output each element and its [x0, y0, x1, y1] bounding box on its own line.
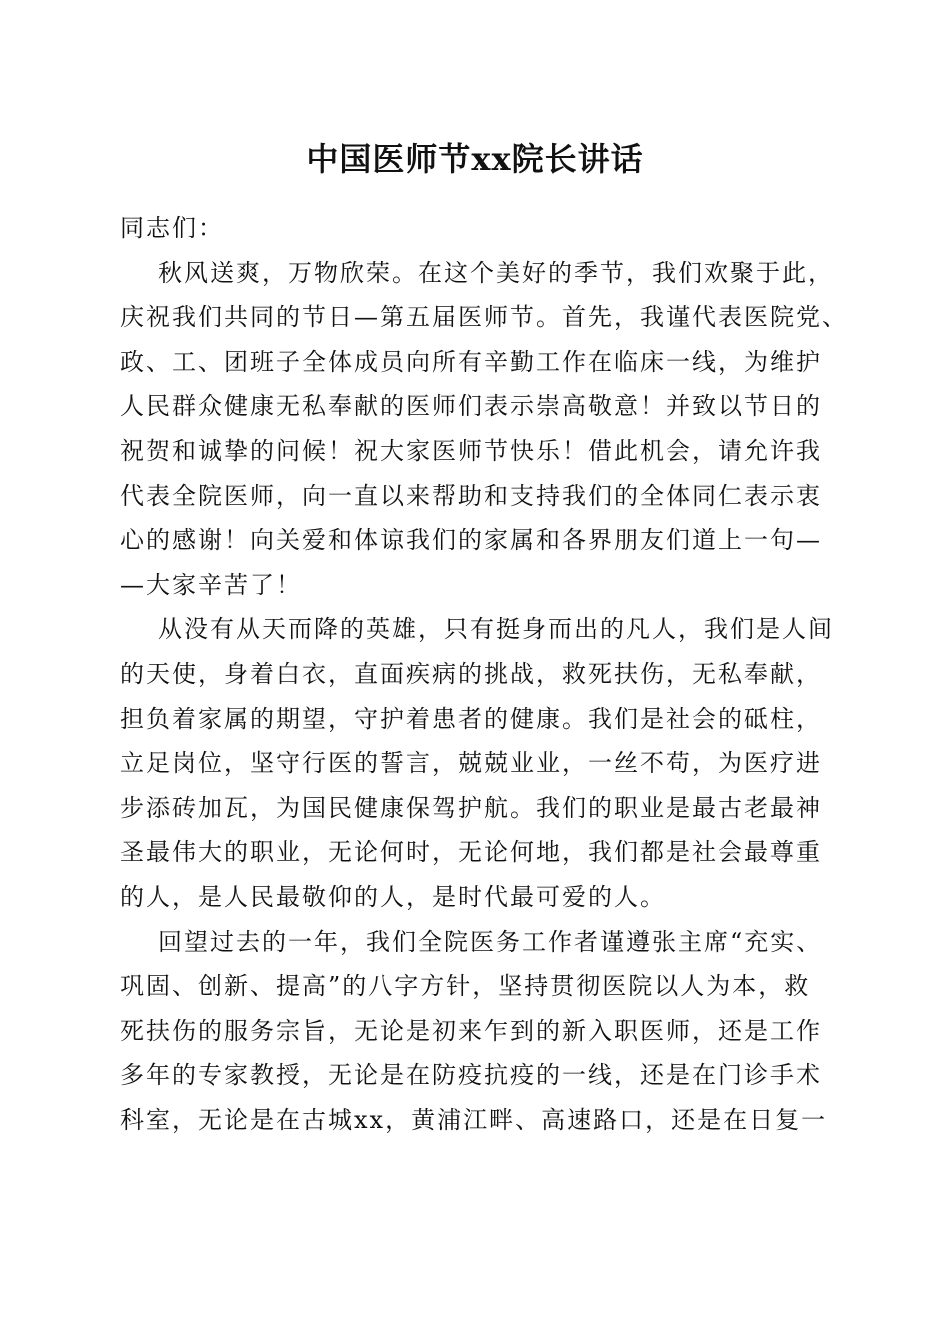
- paragraph-line: 的天使，身着白衣，直面疾病的挑战，救死扶伤，无私奉献，: [120, 659, 822, 688]
- paragraph-line: 圣最伟大的职业，无论何时，无论何地，我们都是社会最尊重: [120, 838, 822, 867]
- salutation: 同志们：: [120, 214, 224, 242]
- paragraph-1: [120, 251, 848, 608]
- paragraph-line: 从没有从天而降的英雄，只有挺身而出的凡人，我们是人间: [158, 615, 834, 644]
- paragraph-line: 死扶伤的服务宗旨，无论是初来乍到的新入职医师，还是工作: [120, 1016, 822, 1045]
- paragraph-line: 祝贺和诚挚的问候！祝大家医师节快乐！借此机会，请允许我: [120, 436, 822, 465]
- paragraph-line: 多年的专家教授，无论是在防疫抗疫的一线，还是在门诊手术: [120, 1061, 822, 1090]
- paragraph-line: 代表全院医师，向一直以来帮助和支持我们的全体同仁表示衷: [120, 481, 822, 510]
- paragraph-line: 的人，是人民最敬仰的人，是时代最可爱的人。: [120, 882, 666, 911]
- paragraph-line: 巩固、创新、提高”的八字方针，坚持贯彻医院以人为本，救: [120, 972, 811, 1001]
- paragraph-line: 心的感谢！向关爱和体谅我们的家属和各界朋友们道上一句—: [120, 526, 822, 555]
- document-title: 中国医师节xx院长讲话: [306, 140, 644, 178]
- paragraph-line: 庆祝我们共同的节日—第五届医师节。首先，我谨代表医院党、: [120, 303, 848, 332]
- document-body: [120, 206, 848, 1142]
- paragraph-3: [120, 920, 832, 1143]
- paragraph-line: 科室，无论是在古城xx，黄浦江畔、高速路口，还是在日复一: [120, 1105, 828, 1134]
- paragraph-line: 政、工、团班子全体成员向所有辛勤工作在临床一线，为维护: [120, 347, 822, 376]
- paragraph-line: 回望过去的一年，我们全院医务工作者谨遵张主席“充实、: [158, 927, 823, 956]
- paragraph-2: [120, 607, 832, 919]
- paragraph-line: 立足岗位，坚守行医的誓言，兢兢业业，一丝不苟，为医疗进: [120, 749, 822, 778]
- paragraph-line: 步添砖加瓦，为国民健康保驾护航。我们的职业是最古老最神: [120, 793, 822, 822]
- paragraph-line: 秋风送爽，万物欣荣。在这个美好的季节，我们欢聚于此，: [158, 258, 834, 287]
- paragraph-line: —大家辛苦了！: [120, 570, 302, 599]
- paragraph-line: 担负着家属的期望，守护着患者的健康。我们是社会的砥柱，: [120, 704, 822, 733]
- paragraph-line: 人民群众健康无私奉献的医师们表示崇高敬意！并致以节日的: [120, 392, 822, 421]
